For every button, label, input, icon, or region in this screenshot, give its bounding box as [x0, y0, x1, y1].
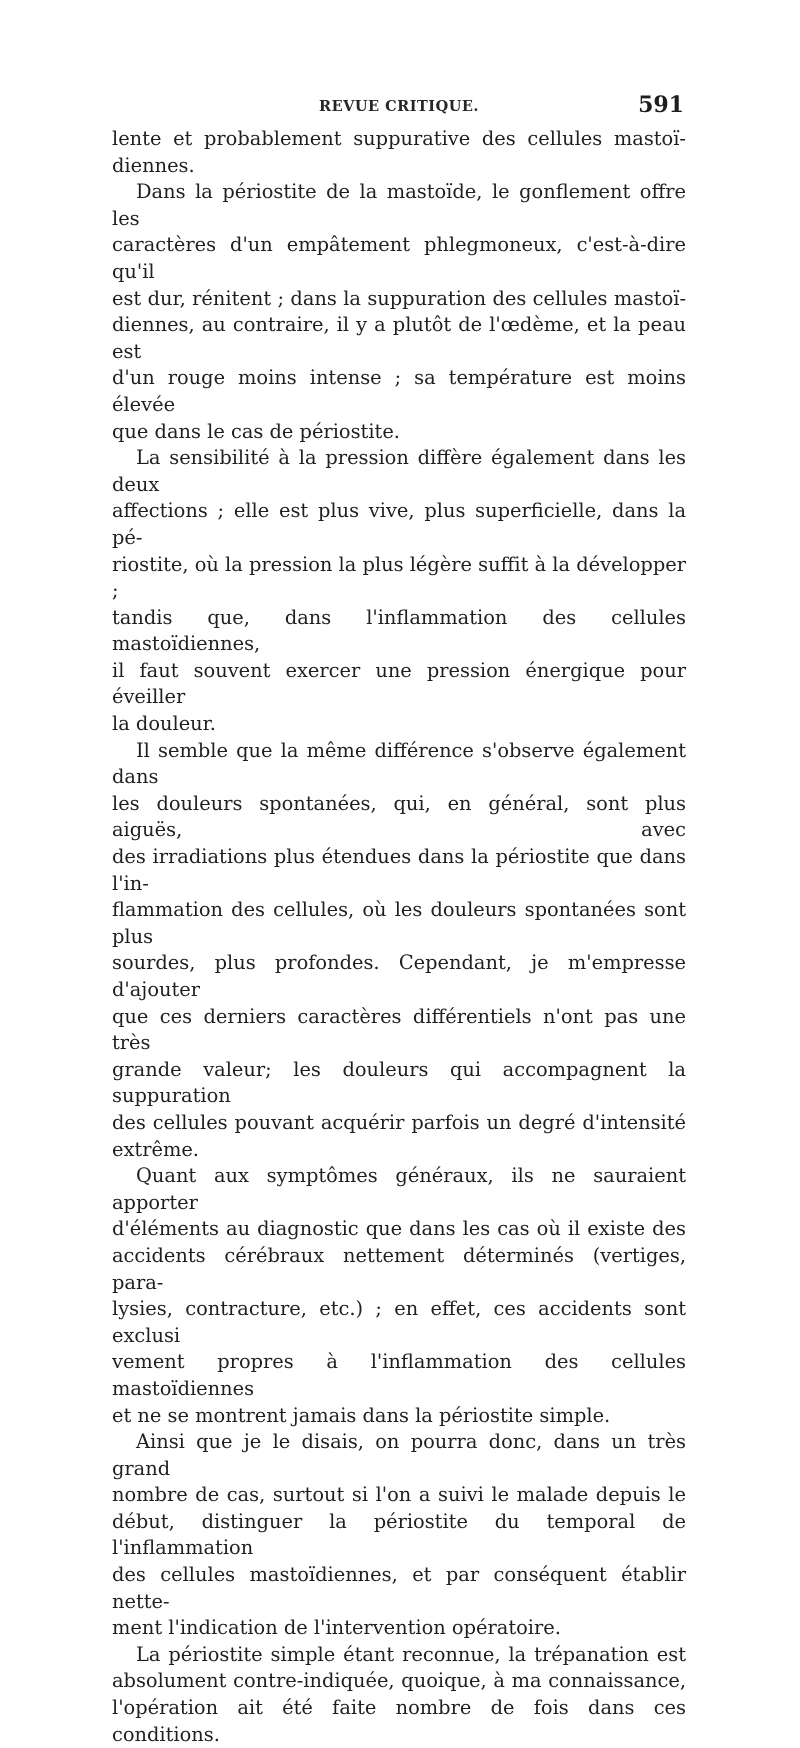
paragraph-7 [112, 1642, 686, 1748]
paragraph-3 [112, 445, 686, 738]
paragraph-5 [112, 1163, 686, 1429]
text-line: Quant aux symptômes généraux, ils ne sauraient apporter [112, 1164, 686, 1214]
text-line: des cellules mastoïdiennes, et par conséquent établir nette- [112, 1563, 686, 1613]
text-line: que dans le cas de périostite. [112, 419, 400, 443]
text-line: d'un rouge moins intense ; sa température est moins élevée [112, 366, 686, 416]
text-line: ment l'indication de l'intervention opératoire. [112, 1616, 561, 1640]
text-line: affections ; elle est plus vive, plus superficielle, dans la pé- [112, 499, 686, 549]
running-head [110, 92, 688, 124]
text-line: la douleur. [112, 712, 216, 736]
paragraph-1 [112, 126, 686, 179]
text-line: Ainsi que je le disais, on pourra donc, dans un très grand [112, 1430, 686, 1480]
text-line: des irradiations plus étendues dans la périostite que dans l'in- [112, 845, 686, 895]
text-line: absolument contre-indiquée, quoique, à ma connaissance, [112, 1669, 686, 1693]
text-line: des cellules pouvant acquérir parfois un degré d'intensité [112, 1110, 686, 1134]
text-line: flammation des cellules, où les douleurs spontanées sont plus [112, 898, 686, 948]
text-line: les douleurs spontanées, qui, en général, sont plus aiguës, avec [112, 791, 686, 842]
body-text [112, 126, 686, 1748]
text-line: nombre de cas, surtout si l'on a suivi le malade depuis le [112, 1483, 686, 1507]
text-line: lysies, contracture, etc.) ; en effet, ces accidents sont exclusi [112, 1297, 686, 1347]
text-line: grande valeur; les douleurs qui accompagnent la suppuration [112, 1057, 686, 1108]
text-line: d'éléments au diagnostic que dans les cas où il existe des [112, 1217, 686, 1241]
running-title: REVUE CRITIQUE. [319, 98, 479, 115]
text-line: accidents cérébraux nettement déterminés (vertiges, para- [112, 1243, 686, 1294]
text-line: La périostite simple étant reconnue, la trépanation est [136, 1642, 686, 1666]
text-line: l'opération ait été faite nombre de fois dans ces conditions. [112, 1696, 686, 1746]
paragraph-6 [112, 1429, 686, 1642]
text-line: diennes. [112, 153, 195, 177]
text-line: Il semble que la même différence s'observe également dans [112, 738, 686, 789]
text-line: diennes, au contraire, il y a plutôt de l'œdème, et la peau est [112, 313, 686, 363]
text-line: Dans la périostite de la mastoïde, le gonflement offre les [112, 180, 686, 230]
text-line: sourdes, plus profondes. Cependant, je m'empresse d'ajouter [112, 951, 686, 1001]
text-line: vement propres à l'inflammation des cellules mastoïdiennes [112, 1350, 686, 1400]
text-line: et ne se montrent jamais dans la périostite simple. [112, 1403, 611, 1427]
text-line: caractères d'un empâtement phlegmoneux, c'est-à-dire qu'il [112, 233, 686, 283]
text-line: tandis que, dans l'inflammation des cellules mastoïdiennes, [112, 605, 686, 656]
text-line: début, distinguer la périostite du temporal de l'inflammation [112, 1509, 686, 1560]
paragraph-2 [112, 179, 686, 445]
text-line: que ces derniers caractères différentiels n'ont pas une très [112, 1004, 686, 1055]
text-line: lente et probablement suppurative des cellules mastoï- [112, 127, 686, 150]
text-line: La sensibilité à la pression diffère également dans les deux [112, 446, 686, 496]
text-line: extrême. [112, 1137, 199, 1161]
text-line: est dur, rénitent ; dans la suppuration des cellules mastoï- [112, 286, 686, 310]
paragraph-4 [112, 738, 686, 1164]
page-number: 591 [638, 92, 684, 118]
text-line: riostite, où la pression la plus légère suffit à la développer ; [112, 552, 686, 603]
text-line: il faut souvent exercer une pression énergique pour éveiller [112, 658, 686, 709]
